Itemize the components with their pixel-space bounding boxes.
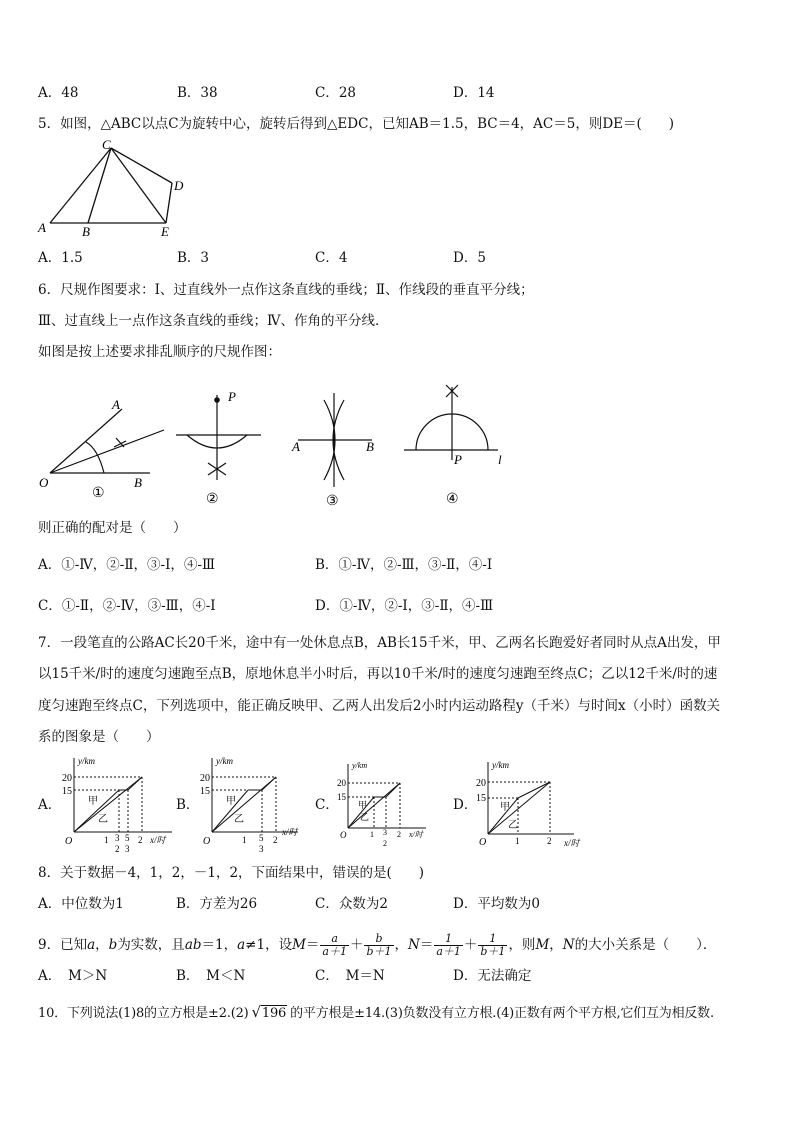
- q9-eq: ＝: [305, 937, 320, 953]
- q7-graph-c: [336, 756, 436, 856]
- q6-option-c: C．①-Ⅱ，②-Ⅳ，③-Ⅲ，④-Ⅰ: [38, 598, 216, 614]
- q9-var-n2: N: [562, 937, 575, 953]
- q7a-ylabel: y/km: [78, 756, 95, 766]
- q6-label-b1: B: [134, 475, 142, 490]
- q6-label-o: O: [39, 475, 49, 490]
- q7d-ylabel: y/km: [492, 760, 509, 770]
- q9-text-neq: ≠1，设: [245, 937, 293, 953]
- q9-text-6: ，: [549, 937, 563, 953]
- q7a-origin: O: [65, 836, 73, 847]
- q8-option-b: B．方差为26: [176, 896, 258, 912]
- q7-line4: 系的图象是（ ）: [38, 729, 160, 745]
- q5-triangle-figure: [36, 138, 186, 238]
- q6-question: 则正确的配对是（ ）: [38, 520, 187, 536]
- q9-var-a2: a: [237, 937, 246, 953]
- q6-label-b3: B: [366, 439, 374, 454]
- q7b-x1: 1: [242, 835, 247, 845]
- q7d-x2: 2: [547, 836, 552, 846]
- q9-var-ab: ab: [184, 937, 202, 953]
- q5-stem: 5．如图，△ABC以点C为旋转中心，旋转后得到△EDC，已知AB＝1.5，BC＝4，AC＝5，则DE＝( ): [38, 116, 675, 132]
- q7c-ylabel: y/km: [352, 761, 368, 770]
- q10-stem: [38, 1003, 714, 1023]
- q7b-x2: 2: [273, 835, 278, 845]
- q6-line2: Ⅲ、过直线上一点作这条直线的垂线；Ⅳ、作角的平分线．: [38, 313, 389, 329]
- q7c-x3: 3: [383, 828, 387, 837]
- q9-sep: ，: [394, 937, 409, 953]
- q6-fig-num-1: ①: [92, 486, 105, 501]
- q9-option-c: C． M＝N: [315, 968, 385, 984]
- q6-line1: 6．尺规作图要求：Ⅰ、过直线外一点作这条直线的垂线；Ⅱ、作线段的垂直平分线；: [38, 282, 534, 298]
- q7-line1: 7．一段笔直的公路AC长20千米，途中有一处休息点B，AB长15千米，甲、乙两名长跑爱好者同时从点A出发，甲: [38, 635, 721, 651]
- q6-option-d: D．①-Ⅳ，②-Ⅰ，③-Ⅱ，④-Ⅲ: [315, 598, 494, 614]
- q9-plus2: ＋: [463, 937, 478, 953]
- q7-graph-a: [60, 752, 178, 862]
- q7b-den: 3: [259, 844, 264, 854]
- q4-option-a: A．48: [38, 85, 79, 101]
- q6-construction-figures: [36, 375, 516, 510]
- q7d-origin: O: [479, 837, 487, 848]
- q7c-y15: 15: [337, 792, 346, 802]
- q7c-x2: 2: [397, 830, 401, 839]
- q7b-yi: 乙: [234, 814, 244, 825]
- q7a-jia: 甲: [88, 796, 98, 807]
- q7-option-b-letter: B．: [176, 797, 200, 813]
- q4-option-c: C．28: [315, 85, 357, 101]
- q7d-y20: 20: [476, 778, 486, 789]
- q7a-x5: 5: [125, 833, 130, 843]
- q7a-xlabel: x/时: [150, 835, 166, 845]
- q7c-y20: 20: [337, 778, 346, 788]
- q9-text-3: 为实数，且: [117, 937, 185, 953]
- q7b-xlabel: x/时: [282, 827, 298, 837]
- q4-option-d: D．14: [453, 85, 495, 101]
- q10-text-2: 的平方根是±14.(3)负数没有立方根.(4)正数有两个平方根,它们互为相反数.: [290, 1006, 714, 1021]
- q9-stem: [38, 930, 716, 960]
- q7c-yi: 乙: [360, 812, 370, 822]
- q7b-y15: 15: [200, 786, 210, 797]
- q9-text-5: ，则: [508, 937, 536, 953]
- q9-var-a: a: [87, 937, 96, 953]
- q7-option-a-letter: A．: [38, 797, 62, 813]
- q7c-den: 2: [383, 839, 387, 848]
- q9-frac-2: $\frac{b}{b+1}$: [366, 932, 392, 958]
- q8-option-d: D．平均数为0: [453, 896, 540, 912]
- q7d-y15: 15: [476, 793, 486, 804]
- q9-plus: ＋: [349, 937, 364, 953]
- q10-text-1: 10．下列说法(1)8的立方根是±2.(2): [38, 1006, 249, 1021]
- q7d-yi: 乙: [508, 820, 518, 831]
- q10-sqrt: √196: [251, 1003, 287, 1021]
- q9-option-a: A． M＞N: [38, 968, 108, 984]
- q7c-origin: O: [340, 830, 347, 840]
- q9-frac-3: $\frac{1}{a+1}$: [436, 932, 461, 958]
- q5-label-a: A: [38, 220, 46, 235]
- q6-label-a1: A: [112, 397, 120, 412]
- q7-line2: 以15千米/时的速度匀速跑至点B，原地休息半小时后，再以10千米/时的速度匀速跑至终点C；乙以12千米/时的速: [38, 666, 718, 682]
- q7-option-c-letter: C．: [315, 797, 339, 813]
- q7a-y15: 15: [62, 786, 72, 797]
- q6-option-a: A．①-Ⅳ，②-Ⅱ，③-Ⅰ，④-Ⅲ: [38, 557, 216, 573]
- q9-text-4: ＝1，: [201, 937, 238, 953]
- q7d-xlabel: x/时: [564, 838, 580, 848]
- q9-text-2: ，: [95, 937, 109, 953]
- q7c-jia: 甲: [358, 800, 368, 810]
- q9-eq2: ＝: [419, 937, 434, 953]
- q7-line3: 度匀速跑至终点C，下列选项中，能正确反映甲、乙两人出发后2小时内运动路程y（千米）与时间x（小时）函数关: [38, 698, 721, 714]
- q9-text-1: 9．已知: [38, 937, 88, 953]
- q9-var-n: N: [408, 937, 420, 953]
- q8-option-c: C．众数为2: [315, 896, 388, 912]
- q7-graph-b: [198, 752, 316, 862]
- q6-label-l: l: [498, 452, 502, 467]
- q6-fig-num-3: ③: [326, 494, 339, 509]
- q8-option-a: A．中位数为1: [38, 896, 124, 912]
- q5-option-c: C．4: [315, 250, 348, 266]
- q9-option-d: D．无法确定: [453, 968, 532, 984]
- q9-var-m2: M: [535, 937, 550, 953]
- q6-option-b: B．①-Ⅳ，②-Ⅲ，③-Ⅱ，④-Ⅰ: [315, 557, 493, 573]
- q9-var-b: b: [108, 937, 118, 953]
- q9-option-b: B． M＜N: [176, 968, 246, 984]
- q6-label-p4: P: [454, 452, 462, 467]
- q5-label-e: E: [161, 224, 169, 238]
- q9-frac-4: $\frac{1}{b+1}$: [480, 932, 506, 958]
- q7b-origin: O: [203, 836, 211, 847]
- q5-option-d: D．5: [453, 250, 486, 266]
- q5-label-c: C: [102, 138, 111, 152]
- q7-graph-d: [474, 756, 586, 856]
- q7-option-d-letter: D．: [453, 797, 478, 813]
- q7b-y20: 20: [200, 773, 210, 784]
- q7a-den2: 3: [125, 844, 130, 854]
- q5-label-b: B: [82, 224, 90, 238]
- q5-label-d: D: [174, 178, 184, 193]
- q7a-yi: 乙: [98, 814, 108, 825]
- q7a-y20: 20: [62, 773, 72, 784]
- q9-frac-1: $\frac{a}{a+1}$: [322, 932, 347, 958]
- q7b-x5: 5: [259, 833, 264, 843]
- q7a-x1: 1: [104, 835, 109, 845]
- q7c-x1: 1: [370, 830, 374, 839]
- q8-stem: 8．关于数据－4，1，2，－1，2，下面结果中，错误的是( ): [38, 865, 425, 881]
- q7a-x2: 2: [138, 835, 143, 845]
- q7a-den1: 2: [115, 844, 120, 854]
- q7d-x1: 1: [515, 836, 520, 846]
- q6-fig-num-2: ②: [206, 492, 219, 507]
- q6-fig-num-4: ④: [446, 492, 459, 507]
- q6-line3: 如图是按上述要求排乱顺序的尺规作图：: [38, 344, 281, 360]
- q7a-x3: 3: [115, 833, 120, 843]
- q6-label-a3: A: [292, 439, 300, 454]
- q7b-ylabel: y/km: [216, 756, 233, 766]
- q7d-jia: 甲: [500, 802, 510, 813]
- q7b-jia: 甲: [226, 796, 236, 807]
- q9-text-7: 的大小关系是（ ）．: [574, 937, 717, 953]
- q5-option-a: A．1.5: [38, 250, 83, 266]
- q5-option-b: B．3: [177, 250, 210, 266]
- q9-var-m: M: [292, 937, 306, 953]
- q6-label-p2: P: [228, 389, 236, 404]
- q4-option-b: B．38: [177, 85, 218, 101]
- q7c-xlabel: x/时: [409, 830, 423, 839]
